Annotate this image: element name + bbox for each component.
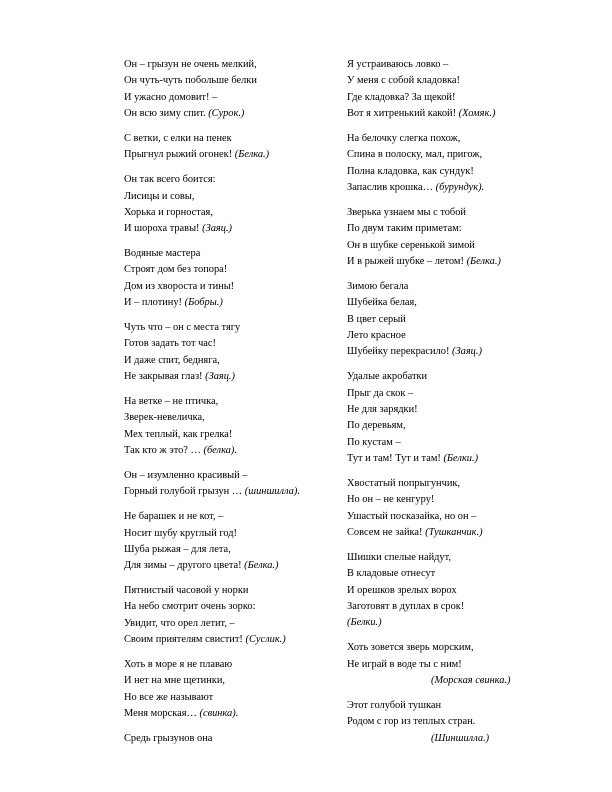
riddle-text: И даже спит, бедняга, [124, 354, 220, 366]
riddle-line [124, 279, 334, 295]
riddle-answer: (Хомяк.) [458, 108, 496, 120]
riddle-text: Тут и там! Тут и там! [347, 453, 444, 465]
riddle-text: Не играй в воде ты с ним! [347, 658, 462, 670]
riddle-line [124, 189, 334, 205]
riddle-text: Зверек-невеличка, [124, 412, 205, 424]
riddle-line [347, 106, 562, 122]
riddle-text: Он – грызун не очень мелкий, [124, 59, 257, 70]
riddle-text: Он – изумленно красивый – [124, 469, 248, 481]
riddle-line [124, 172, 334, 188]
left-column [124, 57, 334, 756]
riddle-text: По деревьям, [347, 420, 406, 432]
riddle-text: На белочку слегка похож, [347, 132, 461, 144]
riddle-line [347, 221, 562, 237]
riddle-line [347, 328, 562, 344]
riddle-line [347, 312, 562, 328]
riddle-line [124, 205, 334, 221]
riddle-text: Хвостатый попрыгунчик, [347, 477, 461, 489]
riddle-answer: (белка). [203, 445, 237, 457]
riddle-line [347, 698, 562, 714]
riddle-stanza [347, 640, 562, 689]
riddle-line [124, 90, 334, 106]
riddle-answer: (Суслик.) [245, 634, 286, 646]
riddle-text: Спина в полоску, мал, пригож, [347, 149, 483, 161]
riddle-stanza [124, 657, 334, 723]
riddle-line [347, 673, 562, 689]
riddle-text: Шуба рыжая – для лета, [124, 543, 231, 555]
riddle-line [347, 731, 562, 747]
riddle-answer: (Шиншилла.) [431, 732, 490, 744]
riddle-line [347, 205, 562, 221]
riddle-line [124, 295, 334, 311]
riddle-line [124, 427, 334, 443]
riddle-text: С ветки, с елки на пенек [124, 132, 232, 144]
riddle-line [347, 418, 562, 434]
riddle-text: Он чуть-чуть побольше белки [124, 75, 257, 87]
riddle-line [124, 369, 334, 385]
riddle-answer: (Белка.) [466, 256, 501, 268]
riddle-answer: (шиншилла). [244, 486, 300, 498]
riddle-line [124, 246, 334, 262]
riddle-text: Заготовят в дуплах в срок! [347, 601, 465, 613]
riddle-stanza [347, 369, 562, 467]
riddle-line [347, 254, 562, 270]
riddle-stanza [347, 550, 562, 632]
riddle-line [347, 657, 562, 673]
riddle-line [347, 164, 562, 180]
riddle-text: И нет на мне щетинки, [124, 675, 226, 687]
riddle-text: Лето красное [347, 330, 406, 342]
riddle-text: Мех теплый, как грелка! [124, 428, 233, 440]
riddle-text: Водяные мастера [124, 248, 201, 260]
riddle-stanza [347, 476, 562, 542]
riddle-line [347, 640, 562, 656]
riddle-text: Но он – не кенгуру! [347, 494, 435, 506]
riddle-line [124, 106, 334, 122]
riddle-stanza [124, 731, 334, 747]
riddle-text: Меня морская… [124, 708, 200, 720]
riddle-text: Хоть в море я не плаваю [124, 659, 233, 671]
riddle-line [347, 73, 562, 89]
riddle-answer: (Белки.) [443, 453, 479, 465]
riddle-line [347, 566, 562, 582]
riddle-text: Горный голубой грызун … [124, 486, 245, 498]
riddle-line [124, 221, 334, 237]
riddle-text: И орешков зрелых ворох [347, 584, 457, 596]
riddle-text: На небо смотрит очень зорко: [124, 601, 256, 613]
riddle-stanza [124, 509, 334, 575]
riddle-text: Прыг да скок – [347, 387, 414, 399]
riddle-stanza [347, 279, 562, 361]
riddle-line [124, 706, 334, 722]
riddle-text: Запаслив крошка… [347, 182, 436, 194]
riddle-line [347, 295, 562, 311]
riddle-answer: (Белка.) [234, 149, 270, 161]
riddle-text: Не закрывая глаз! [124, 371, 206, 383]
riddle-line [347, 435, 562, 451]
riddle-text: Лисицы и совы, [124, 190, 195, 202]
riddle-stanza [347, 698, 562, 747]
riddle-text: Он всю зиму спит. [124, 108, 209, 120]
riddle-line [124, 147, 334, 163]
riddle-text: Полна кладовка, как сундук! [347, 165, 474, 177]
riddle-stanza [124, 468, 334, 501]
riddle-line [347, 476, 562, 492]
riddle-stanza [347, 131, 562, 197]
riddle-line [124, 731, 334, 747]
riddle-stanza [124, 583, 334, 649]
riddle-text: Хоть зовется зверь морским, [347, 642, 474, 654]
riddle-line [347, 369, 562, 385]
riddle-text: В кладовые отнесут [347, 568, 436, 580]
riddle-text: Он в шубке серенькой зимой [347, 239, 475, 251]
riddle-text: Родом с гор из теплых стран. [347, 716, 476, 728]
riddle-answer: (Морская свинка.) [431, 675, 511, 687]
riddle-text: По двум таким приметам: [347, 223, 462, 235]
riddle-answer: (Заяц.) [452, 346, 482, 358]
riddle-text: Увидит, что орел летит, – [124, 617, 235, 629]
riddle-line [124, 410, 334, 426]
riddle-text: Не для зарядки! [347, 403, 418, 415]
riddle-line [347, 90, 562, 106]
riddle-line [347, 131, 562, 147]
riddle-line [347, 386, 562, 402]
riddle-line [124, 336, 334, 352]
riddle-text: Дом из хвороста и тины! [124, 280, 235, 292]
riddle-text: Средь грызунов она [124, 732, 213, 744]
riddle-text: Шишки спелые найдут, [347, 551, 451, 563]
riddle-answer: (бурундук). [435, 182, 485, 194]
riddle-text: Готов задать тот час! [124, 338, 216, 350]
riddle-text: Но все же называют [124, 691, 214, 703]
riddle-text: Шубейка белая, [347, 297, 417, 309]
riddle-line [124, 468, 334, 484]
riddle-line [124, 558, 334, 574]
riddle-stanza [124, 320, 334, 386]
riddle-line [124, 394, 334, 410]
riddle-line [124, 690, 334, 706]
riddle-text: Ушастый посказайка, но он – [347, 510, 477, 522]
riddle-stanza [347, 57, 562, 123]
riddle-text: Этот голубой тушкан [347, 699, 442, 711]
riddle-text: Так кто ж это? … [124, 445, 204, 457]
riddle-line [347, 451, 562, 467]
riddle-line [347, 583, 562, 599]
riddle-text: Прыгнул рыжий огонек! [124, 149, 235, 161]
riddle-text: Совсем не зайка! [347, 527, 426, 539]
riddle-line [124, 509, 334, 525]
riddle-line [124, 73, 334, 89]
riddle-line [124, 583, 334, 599]
riddle-answer: (Бобры.) [184, 297, 223, 309]
right-column [347, 57, 562, 755]
riddle-line [347, 492, 562, 508]
riddle-answer: (Белка.) [244, 560, 279, 572]
riddle-text: И ужасно домовит! – [124, 91, 218, 103]
riddle-text: По кустам – [347, 436, 401, 448]
riddle-text: Где кладовка? За щекой! [347, 91, 456, 103]
riddle-line [347, 147, 562, 163]
riddle-text: Не барашек и не кот, – [124, 511, 224, 523]
riddle-text: Носит шубу круглый год! [124, 527, 238, 539]
riddle-line [124, 262, 334, 278]
riddle-text: Зверька узнаем мы с тобой [347, 206, 466, 218]
riddle-text: Пятнистый часовой у норки [124, 585, 249, 597]
riddle-answer: (Тушканчик.) [425, 527, 483, 539]
riddle-answer: (Белки.) [347, 617, 382, 629]
riddle-line [124, 657, 334, 673]
riddle-line [347, 525, 562, 541]
riddle-text: Строят дом без топора! [124, 264, 228, 276]
riddle-line [124, 353, 334, 369]
riddle-line [347, 180, 562, 196]
riddle-line [124, 131, 334, 147]
riddle-text: Зимою бегала [347, 280, 409, 292]
riddle-line [124, 542, 334, 558]
riddle-line [347, 57, 562, 73]
riddle-line [124, 632, 334, 648]
riddle-line [347, 615, 562, 631]
riddle-answer: (свинка). [199, 708, 239, 720]
riddle-text: В цвет серый [347, 313, 406, 325]
riddle-text: Шубейку перекрасило! [347, 346, 453, 358]
riddle-text: Я устраиваюсь ловко – [347, 59, 449, 70]
riddle-stanza [347, 205, 562, 271]
riddle-text: И шороха травы! [124, 223, 203, 235]
riddle-text: Для зимы – другого цвета! [124, 560, 245, 572]
riddle-text: Он так всего боится: [124, 174, 216, 186]
riddle-text: Вот я хитренький какой! [347, 108, 459, 120]
riddle-text: На ветке – не птичка, [124, 395, 219, 407]
riddle-text: Удалые акробатки [347, 371, 428, 383]
riddle-line [124, 443, 334, 459]
riddle-line [124, 616, 334, 632]
riddle-line [347, 550, 562, 566]
riddle-line [124, 320, 334, 336]
riddle-line [347, 279, 562, 295]
riddle-text: И – плотину! [124, 297, 185, 309]
riddle-line [347, 402, 562, 418]
riddle-answer: (Заяц.) [205, 371, 235, 383]
riddle-line [347, 599, 562, 615]
riddle-text: У меня с собой кладовка! [347, 75, 460, 87]
riddle-stanza [124, 131, 334, 164]
riddle-text: Чуть что – он с места тягу [124, 322, 241, 334]
riddle-answer: (Заяц.) [202, 223, 233, 235]
riddle-stanza [124, 394, 334, 460]
riddle-line [124, 57, 334, 73]
riddle-stanza [124, 172, 334, 238]
riddle-line [124, 673, 334, 689]
riddle-text: Хорька и горностая, [124, 206, 213, 218]
riddle-answer: (Сурок.) [208, 108, 245, 120]
riddle-line [347, 509, 562, 525]
riddle-line [347, 344, 562, 360]
riddle-stanza [124, 246, 334, 312]
riddle-stanza [124, 57, 334, 123]
riddle-line [124, 599, 334, 615]
riddle-line [124, 484, 334, 500]
riddle-text: И в рыжей шубке – летом! [347, 256, 467, 268]
riddle-text: Своим приятелям свистит! [124, 634, 246, 646]
riddle-line [347, 238, 562, 254]
riddle-line [347, 714, 562, 730]
riddle-line [124, 526, 334, 542]
